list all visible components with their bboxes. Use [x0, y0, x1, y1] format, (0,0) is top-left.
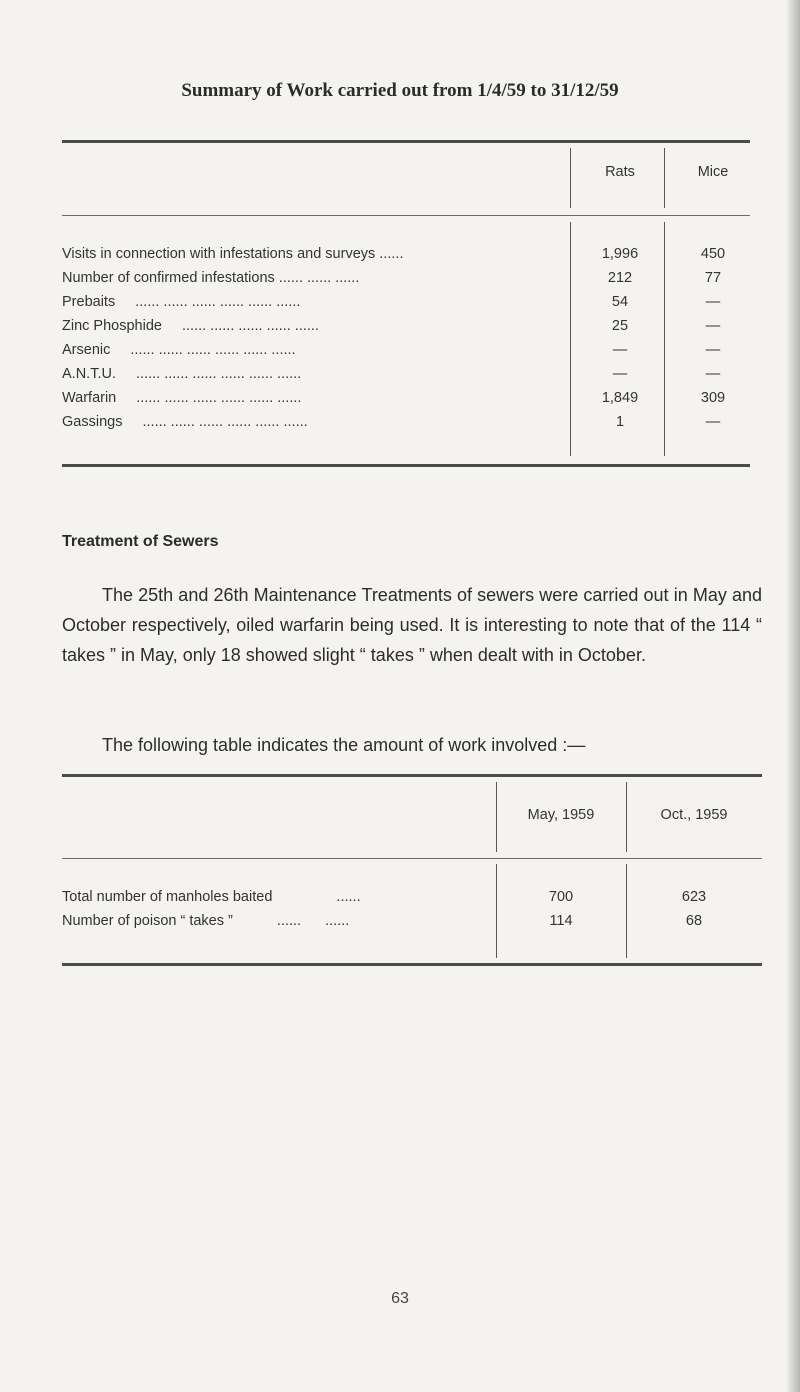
page-number: 63: [391, 1290, 409, 1307]
page-edge-shadow: [786, 0, 800, 1392]
mice-value: —: [705, 294, 721, 310]
leader-dots: ...... ...... ......: [278, 270, 360, 286]
section-heading: Treatment of Sewers: [62, 533, 219, 550]
mice-value: 450: [700, 246, 726, 262]
column-divider: [626, 864, 627, 958]
mice-value: —: [705, 366, 721, 382]
leader-dots: ...... ...... ...... ...... ...... ......: [136, 366, 302, 382]
column-header-rats: Rats: [605, 164, 635, 180]
oct-value: 623: [681, 889, 707, 905]
rats-value: 1,849: [601, 390, 639, 406]
mice-value: —: [705, 414, 721, 430]
leader-dots: ...... ...... ...... ...... ...... ......: [130, 342, 296, 358]
rats-value: 212: [607, 270, 633, 286]
table-top-rule: [62, 140, 750, 143]
leader-dots: ...... ...... ...... ...... ...... ......: [135, 294, 301, 310]
column-divider: [496, 782, 497, 852]
row-label: Total number of manholes baited: [62, 889, 273, 905]
leader-dots: ......: [379, 246, 404, 262]
rats-value: 1: [615, 414, 625, 430]
row-label: Warfarin: [62, 390, 117, 406]
column-divider: [570, 222, 571, 456]
column-divider: [496, 864, 497, 958]
leader-dots: ...... ...... ...... ...... ...... ......: [142, 414, 308, 430]
leader-dots: ......: [336, 889, 361, 905]
leader-dots: ...... ...... ...... ...... ...... ......: [136, 390, 302, 406]
leader-dots: ...... ......: [276, 913, 350, 929]
table-bottom-rule: [62, 464, 750, 467]
row-label: Arsenic: [62, 342, 111, 358]
row-label: Visits in connection with infestations and surveys: [62, 246, 376, 262]
rats-value: 54: [611, 294, 629, 310]
table-top-rule: [62, 774, 762, 777]
row-label: Number of confirmed infestations: [62, 270, 275, 286]
row-label: Number of poison “ takes ”: [62, 913, 233, 929]
leader-dots: ...... ...... ...... ...... ......: [181, 318, 319, 334]
column-header-oct: Oct., 1959: [660, 807, 728, 823]
rats-value: 1,996: [601, 246, 639, 262]
mice-value: 77: [704, 270, 722, 286]
mice-value: —: [705, 342, 721, 358]
paragraph: The following table indicates the amount of work involved :—: [102, 735, 586, 755]
column-divider: [626, 782, 627, 852]
column-header-mice: Mice: [697, 164, 729, 180]
row-label: Gassings: [62, 414, 123, 430]
may-value: 114: [549, 913, 573, 929]
mice-value: 309: [700, 390, 726, 406]
rats-value: 25: [611, 318, 629, 334]
row-label: A.N.T.U.: [62, 366, 116, 382]
rats-value: —: [612, 366, 628, 382]
page-title: Summary of Work carried out from 1/4/59 to 31/12/59: [181, 80, 619, 101]
rats-value: —: [612, 342, 628, 358]
paragraph: The 25th and 26th Maintenance Treatments of sewers were carried out in May and October respectively, oiled warfarin being used. It is interesting to note that of the 114 “ takes ” in May, only 18 showed slight “ takes ” when dealt with in October.: [62, 585, 762, 665]
row-label: Zinc Phosphide: [62, 318, 162, 334]
may-value: 700: [548, 889, 574, 905]
table-header-rule: [62, 215, 750, 216]
column-divider: [570, 148, 571, 208]
table-bottom-rule: [62, 963, 762, 966]
row-label: Prebaits: [62, 294, 116, 310]
oct-value: 68: [685, 913, 703, 929]
column-header-may: May, 1959: [527, 807, 595, 823]
table-header-rule: [62, 858, 762, 859]
mice-value: —: [705, 318, 721, 334]
